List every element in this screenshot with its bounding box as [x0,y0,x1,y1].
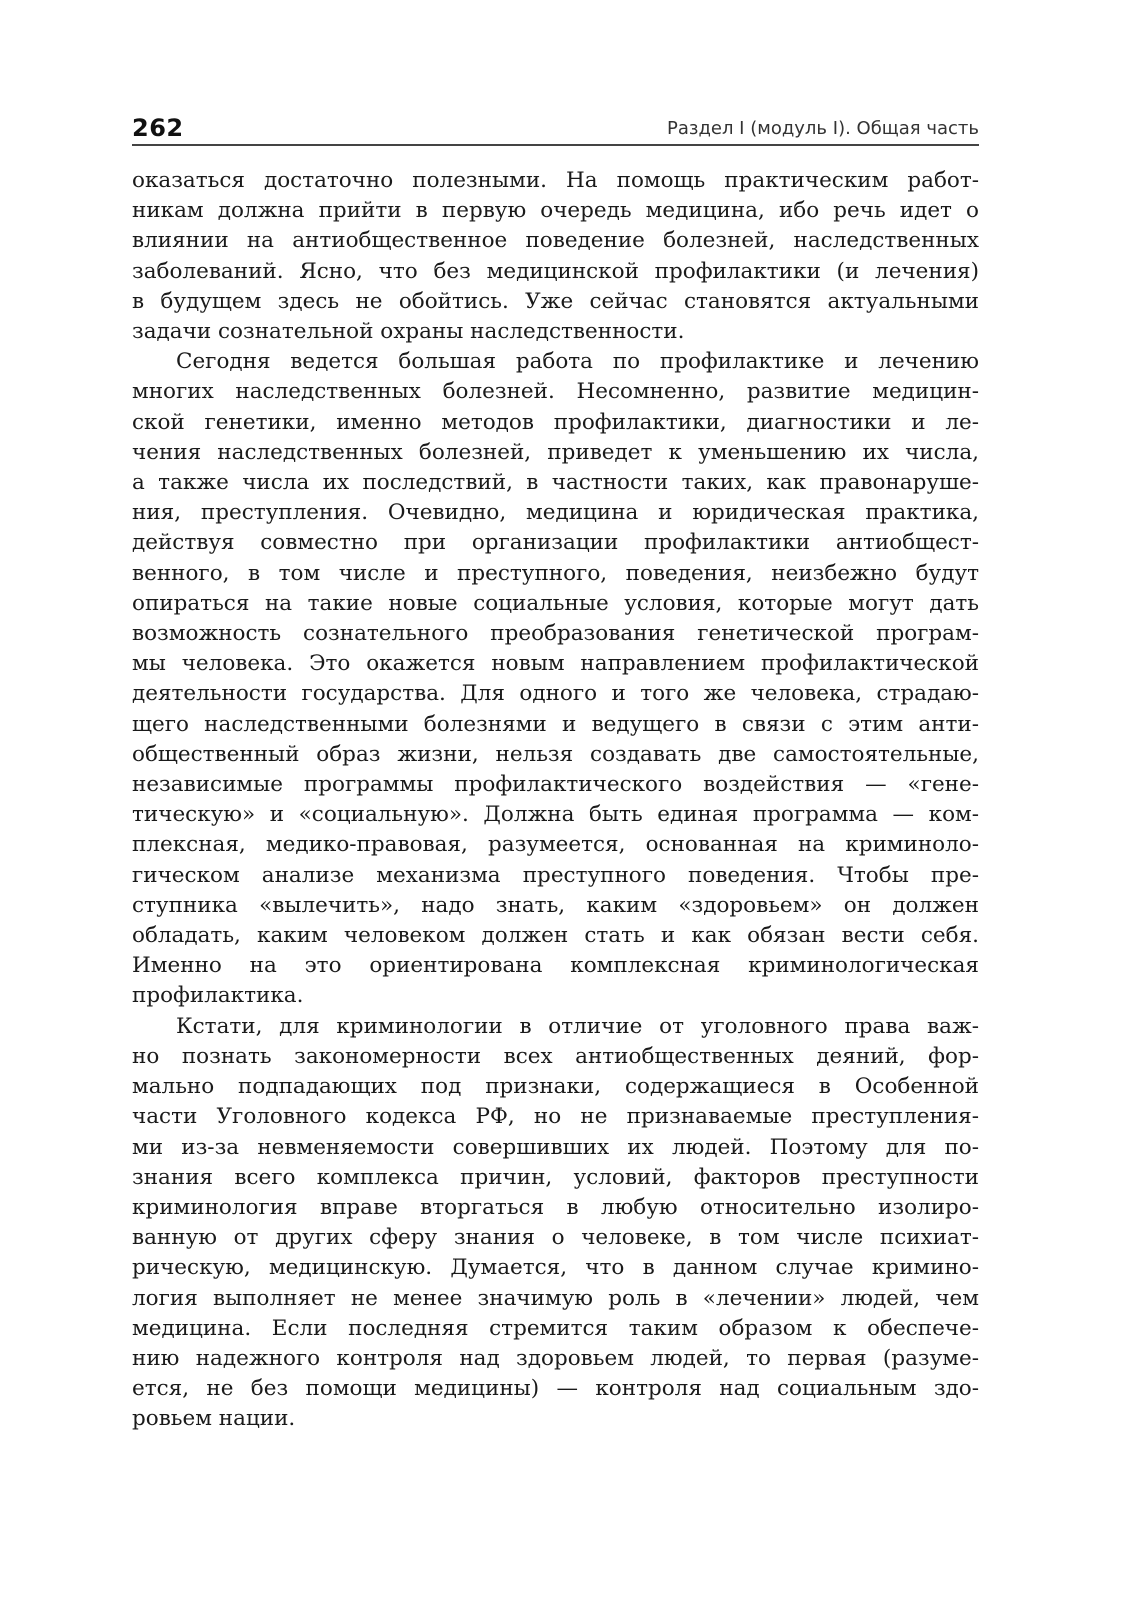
text-line: криминология вправе вторгаться в любую относительно изолиро- [132,1194,979,1220]
running-head: Раздел I (модуль I). Общая часть [666,118,979,139]
text-line: мы человека. Это окажется новым направлением профилактической [132,651,979,677]
text-line: ступника «вылечить», надо знать, каким «здоровьем» он должен [132,892,979,918]
text-line: а также числа их последствий, в частности таких, как правонаруше- [132,470,979,496]
text-line: задачи сознательной охраны наследственности. [132,319,685,345]
text-line: ванную от других сферу знания о человеке, в том числе психиат- [132,1225,979,1251]
text-line: знания всего комплекса причин, условий, факторов преступности [132,1164,979,1190]
text-line: оказаться достаточно полезными. На помощь практическим работ- [132,168,979,193]
text-line: чения наследственных болезней, приведет к уменьшению их числа, [132,439,979,465]
text-line: логия выполняет не менее значимую роль в «лечении» людей, чем [132,1285,979,1311]
text-line: заболеваний. Ясно, что без медицинской профилактики (и лечения) [132,258,979,284]
page-header [132,112,979,146]
text-line: возможность сознательного преобразования генетической програм- [132,621,979,647]
text-line: нию надежного контроля над здоровьем людей, то первая (разуме- [132,1345,979,1371]
text-line: венного, в том числе и преступного, поведения, неизбежно будут [132,560,979,586]
text-line: никам должна прийти в первую очередь медицина, ибо речь идет о [132,198,979,224]
paragraph [132,1012,979,1435]
text-line: мально подпадающих под признаки, содержащиеся в Особенной [132,1074,979,1100]
text-line: медицина. Если последняя стремится таким образом к обеспече- [132,1315,979,1341]
text-line: ской генетики, именно методов профилактики, диагностики и ле- [132,409,979,435]
text-line: рическую, медицинскую. Думается, что в данном случае кримино- [132,1255,979,1281]
text-line: действуя совместно при организации профилактики антиобщест- [132,530,979,556]
text-line: Именно на это ориентирована комплексная криминологическая [132,953,979,979]
text-line: общественный образ жизни, нельзя создавать две самостоятельные, [132,741,979,767]
text-line: многих наследственных болезней. Несомненно, развитие медицин- [132,379,979,405]
text-line: влиянии на антиобщественное поведение болезней, наследственных [132,228,979,254]
text-line: части Уголовного кодекса РФ, но не признаваемые преступления- [132,1104,979,1130]
body-text [132,166,979,1435]
text-line: но познать закономерности всех антиобщественных деяний, фор- [132,1043,979,1069]
text-line: независимые программы профилактического воздействия — «гене- [132,772,979,798]
text-line: в будущем здесь не обойтись. Уже сейчас становятся актуальными [132,288,979,314]
paragraph [132,347,979,1011]
text-line: деятельности государства. Для одного и того же человека, страдаю- [132,681,979,707]
text-line: щего наследственными болезнями и ведущего в связи с этим анти- [132,711,979,737]
page-number: 262 [132,114,184,142]
text-line: профилактика. [132,983,304,1009]
text-line: ния, преступления. Очевидно, медицина и юридическая практика, [132,500,979,526]
text-line: Кстати, для криминологии в отличие от уголовного права важ- [176,1013,979,1039]
text-line: обладать, каким человеком должен стать и как обязан вести себя. [132,923,979,949]
text-line: гическом анализе механизма преступного поведения. Чтобы пре- [132,862,979,888]
paragraph [132,166,979,347]
text-line: тическую» и «социальную». Должна быть единая программа — ком- [132,802,979,828]
text-line: ми из-за невменяемости совершивших их людей. Поэтому для по- [132,1134,979,1160]
text-line: опираться на такие новые социальные условия, которые могут дать [132,590,979,616]
text-line: плексная, медико-правовая, разумеется, основанная на криминоло- [132,832,979,858]
text-line: ется, не без помощи медицины) — контроля над социальным здо- [132,1376,979,1402]
text-line: ровьем нации. [132,1406,296,1432]
text-line: Сегодня ведется большая работа по профилактике и лечению [176,349,979,375]
